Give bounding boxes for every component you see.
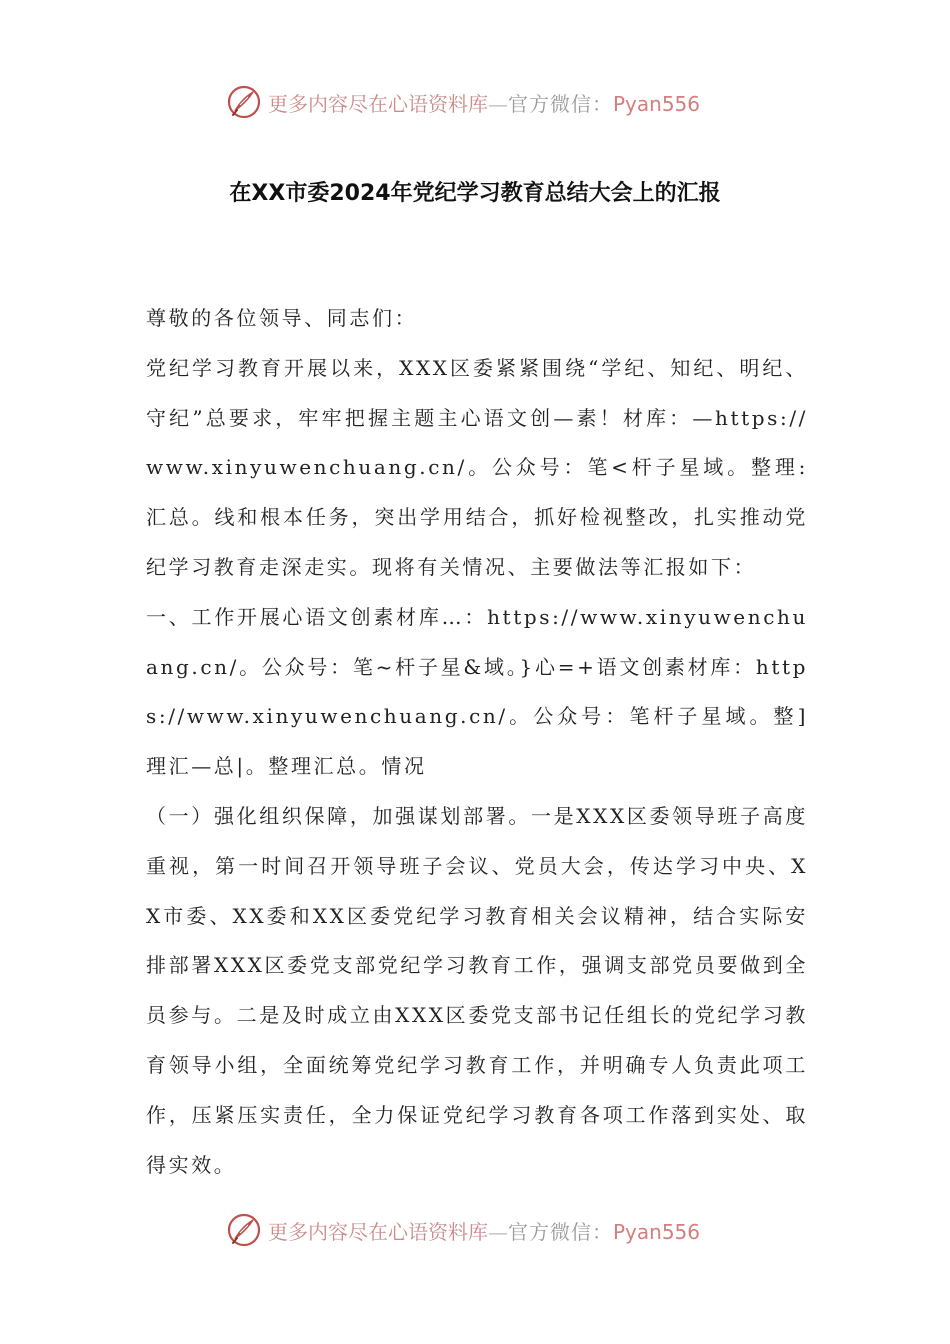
section-one-paragraph: （一）强化组织保障，加强谋划部署。一是XXX区委领导班子高度重视，第一时间召开领导班子会议、党员大会，传达学习中央、XX市委、XX委和XX区委党纪学习教育相关会议精神，结合实际安排部署XXX区委党支部党纪学习教育工作，强调支部党员要做到全员参与。二是及时成立由XXX区委党支部书记任组长的党纪学习教育领导小组，全面统筹党纪学习教育工作，并明确专人负责此项工作，压紧压实责任，全力保证党纪学习教育各项工作落到实处、取得实效。 (146, 803, 808, 1177)
banner-wechat-id: Pyan556 (613, 91, 701, 116)
header-watermark-banner (226, 82, 746, 122)
banner-wechat-label: 官方微信： (508, 91, 613, 116)
intro-paragraph: 党纪学习教育开展以来，XXX区委紧紧围绕“学纪、知纪、明纪、守纪”总要求，牢牢把握主题主心语文创—素！材库：—https://www.xinyuwenchuang.cn/。公众号：笔<杆子星域。整理:汇总。线和根本任务，突出学用结合，抓好检视整改，扎实推动党纪学习教育走深走实。现将有关情况、主要做法等汇报如下： (146, 355, 808, 579)
footer-watermark-banner (226, 1210, 746, 1250)
section-heading-paragraph: 一、工作开展心语文创素材库…：https://www.xinyuwenchuang.cn/。公众号：笔~杆子星&域。}心=+语文创素材库：https://www.xinyuwenchuang.cn/。公众号：笔杆子星域。整]理汇—总|。整理汇总。情况 (146, 604, 808, 779)
banner-main-text: 更多内容尽在心语资料库 (268, 1219, 488, 1244)
quill-logo-icon (226, 84, 262, 120)
banner-wechat-id: Pyan556 (613, 1219, 701, 1244)
banner-text (268, 88, 700, 117)
banner-text (268, 1216, 700, 1245)
banner-wechat-label: 官方微信： (508, 1219, 613, 1244)
salutation-paragraph: 尊敬的各位领导、同志们： (146, 306, 418, 330)
banner-separator: — (488, 1219, 508, 1244)
banner-main-text: 更多内容尽在心语资料库 (268, 91, 488, 116)
quill-logo-icon (226, 1212, 262, 1248)
document-title: 在XX市委2024年党纪学习教育总结大会上的汇报 (229, 181, 721, 206)
document-body (146, 294, 808, 1190)
banner-separator: — (488, 91, 508, 116)
